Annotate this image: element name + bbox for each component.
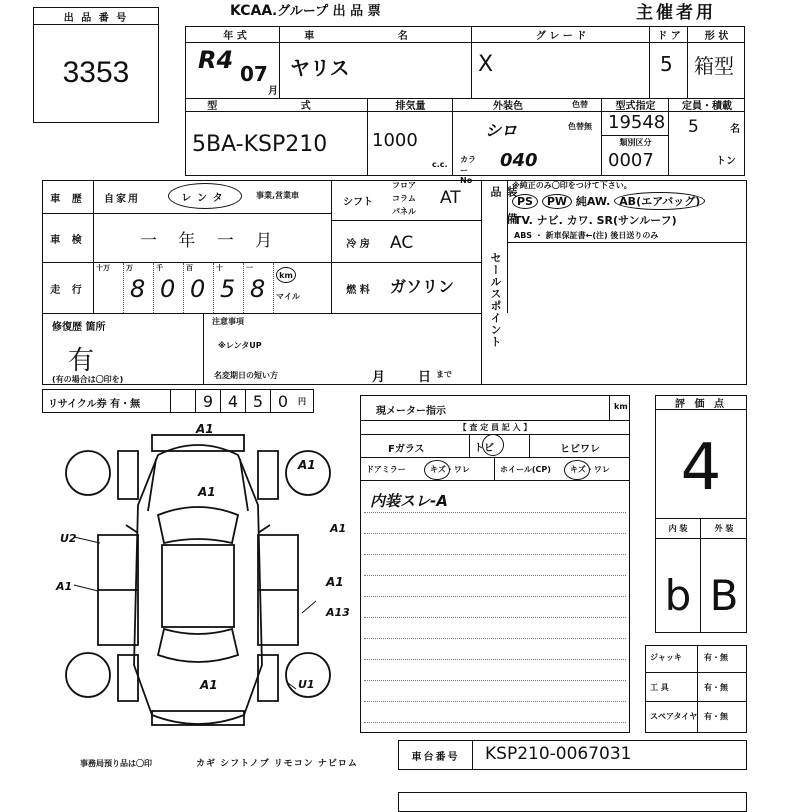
equipment-label: 装 備 品	[489, 186, 518, 230]
repair-note: (有の場合は〇印を)	[52, 375, 124, 384]
equip-ab: AB(エアバッグ)	[614, 192, 705, 210]
office-items: カギ シフトノブ リモコン ナビロム	[196, 759, 358, 769]
year-era: R4	[198, 46, 234, 74]
meter-label: 現メーター指示	[376, 406, 446, 417]
name-label: 車 名	[304, 31, 448, 42]
displacement-label: 排気量	[395, 101, 426, 112]
transfer-day: 日	[418, 370, 432, 385]
recycle-digit: 5	[245, 389, 270, 413]
color-change-label: 色替	[572, 100, 588, 109]
capacity-value: 5	[688, 117, 699, 137]
equip-aw: 純AW.	[575, 195, 611, 208]
office-items-label: 事務局預り品は〇印	[80, 759, 152, 768]
mileage-digit: 8	[130, 275, 146, 303]
recycle-digit: 0	[270, 389, 295, 413]
mileage-cell	[214, 263, 244, 313]
equipment-row3: ABS ・ 新車保証書←(注) 後日送りのみ	[514, 231, 659, 240]
chassis-value: KSP210-0067031	[485, 744, 632, 764]
type-no-value: 19548	[608, 112, 666, 133]
fglass-crack: ヒビワレ	[560, 444, 600, 455]
shift-panel: パネル	[392, 207, 416, 216]
mark-hood: A1	[198, 485, 216, 499]
mark-right-front-side: A1	[330, 522, 347, 535]
fglass-label: Fガラス	[388, 444, 425, 455]
inspector-title: 【 査 定 員 記 入 】	[458, 423, 532, 432]
mirror-label: ドアミラー	[366, 465, 406, 474]
doors-label: ド ア	[657, 31, 681, 42]
mileage-cell	[244, 263, 274, 313]
remark-line	[364, 722, 626, 723]
tool-jack-value: 有・無	[704, 653, 728, 662]
mark-left-rear: A1	[56, 580, 73, 593]
recycle-digit: 4	[220, 389, 245, 413]
remark-line	[364, 596, 626, 597]
tool-spare-value: 有・無	[704, 712, 728, 721]
class-no-label: 類別区分	[619, 138, 652, 147]
model-label: 型 式	[207, 101, 351, 112]
chassis-label: 車台番号	[411, 751, 460, 763]
cc-unit: c.c.	[432, 160, 448, 169]
mark-right-side: A1	[326, 575, 344, 589]
mileage-cell	[94, 263, 124, 313]
mileage-cell	[184, 263, 214, 313]
mileage-head: 十万	[96, 264, 110, 272]
doors-value: 5	[660, 52, 673, 76]
form-title	[230, 0, 381, 19]
transfer-label: 名変期日の短い方	[214, 371, 278, 380]
fglass-circle	[482, 434, 504, 456]
mark-rear: A1	[200, 678, 218, 692]
model-value: 5BA-KSP210	[192, 132, 328, 157]
history-label: 車 歴	[50, 193, 86, 205]
color-code: 040	[500, 150, 538, 171]
remark-line	[364, 617, 626, 618]
mileage-digit: 0	[160, 275, 176, 303]
body-label: 形 状	[704, 31, 729, 42]
interior-label: 内 装	[668, 524, 688, 533]
mileage-head: 一	[246, 264, 253, 272]
mark-left-mirror: U2	[60, 532, 77, 545]
shift-column: コラム	[392, 194, 416, 203]
month-unit: 月	[268, 86, 278, 97]
type-no-label: 型式指定	[615, 101, 656, 112]
year-label: 年 式	[223, 31, 247, 42]
fglass-chip: トビ	[474, 443, 494, 454]
tool-kit-label: 工 具	[650, 683, 669, 692]
grade-label: グ レ ー ド	[535, 31, 587, 42]
recycle-digit	[170, 389, 195, 413]
remark-line	[364, 659, 626, 660]
ac-label: 冷 房	[346, 239, 370, 250]
remark-line	[364, 533, 626, 534]
interior-grade: b	[664, 570, 692, 620]
equipment-note: ※純正のみ〇印をつけて下さい。	[512, 181, 632, 190]
displacement-value: 1000	[372, 130, 418, 151]
shift-floor: フロア	[392, 181, 416, 190]
history-rental: レンタ	[168, 183, 242, 209]
equipment-row2: TV. ナビ. カワ. SR(サンルーフ)	[514, 214, 677, 227]
fuel-label: 燃 料	[346, 284, 370, 296]
ac-value: AC	[390, 233, 414, 253]
tool-kit-value: 有・無	[704, 683, 728, 692]
repair-value: 有	[68, 346, 95, 376]
remark-line	[364, 701, 626, 702]
remark-line	[364, 575, 626, 576]
mileage-cell	[154, 263, 184, 313]
lot-box	[33, 7, 159, 123]
mileage-digit: 5	[220, 275, 236, 303]
wheel-circle	[564, 460, 590, 480]
mileage-head: 千	[156, 264, 163, 272]
ton-unit: トン	[716, 156, 736, 167]
grade-label: 評 価 点	[675, 398, 727, 410]
car-name: ヤリス	[290, 56, 350, 80]
mileage-label: 走 行	[50, 284, 86, 296]
unit-mile: マイル	[276, 292, 300, 301]
equip-ps: PS	[512, 194, 538, 209]
exterior-grade: B	[709, 570, 739, 620]
capacity-unit: 名	[730, 124, 740, 135]
sales-point-label: セールスポイント	[489, 252, 502, 348]
remark-line	[364, 512, 626, 513]
mark-right-rear: A13	[326, 606, 350, 619]
recycle-digit: 9	[195, 389, 220, 413]
mark-front-right: A1	[298, 458, 316, 472]
body-value: 箱型	[694, 54, 734, 78]
mirror-opts: キズ・ワレ	[430, 465, 470, 474]
mileage-head: 十	[216, 264, 223, 272]
mileage-digit: 0	[190, 275, 206, 303]
recycle-unit: 円	[298, 397, 306, 406]
shift-label: シフト	[343, 196, 373, 208]
mirror-circle	[424, 460, 450, 480]
inspection-label: 車 検	[50, 234, 86, 246]
lot-label: 出 品 番 号	[34, 8, 158, 25]
mileage-digit: 8	[250, 275, 266, 303]
transfer-month: 月	[372, 370, 386, 385]
grade-overall: 4	[680, 430, 722, 505]
inspection-value: 一 年 一 月	[140, 231, 281, 251]
remark-line	[364, 554, 626, 555]
mark-right-rear-low: U1	[298, 678, 315, 691]
color-change-none-label: 色替無	[568, 122, 592, 131]
form-title-text: .グループ 出 品 票	[272, 4, 381, 19]
class-no-value: 0007	[608, 150, 654, 171]
mileage-grid	[94, 263, 274, 313]
transfer-suffix: まで	[436, 370, 452, 379]
remark-line	[364, 680, 626, 681]
remark-line	[364, 638, 626, 639]
mileage-head: 万	[126, 264, 133, 272]
year-month: 07	[240, 62, 268, 86]
equip-pw: PW	[542, 194, 572, 209]
color-code-label: カラー No	[460, 155, 476, 185]
recycle-grid	[170, 389, 296, 413]
history-private: 自家用	[104, 194, 140, 205]
wheel-opts: キズ・ワレ	[570, 465, 610, 474]
color-label: 外装色	[493, 101, 523, 112]
unit-km: km	[276, 267, 296, 283]
inspector-remark: 内装スレ-A	[370, 492, 448, 510]
mileage-head: 百	[186, 264, 193, 272]
shift-value: AT	[440, 188, 461, 208]
mark-front-bumper: A1	[196, 422, 214, 436]
recycle-label: リサイクル券 有・無	[48, 399, 141, 410]
history-business: 事業,営業車	[256, 191, 300, 200]
meter-unit: km	[614, 402, 628, 411]
wheel-label: ホイール(CP)	[500, 465, 551, 474]
tool-jack-label: ジャッキ	[650, 653, 682, 662]
mileage-cell	[124, 263, 154, 313]
grade-value: X	[478, 52, 494, 77]
org-name: KCAA	[230, 3, 273, 19]
repair-label: 修復歴 箇所	[52, 322, 106, 333]
exterior-label: 外 装	[714, 524, 734, 533]
capacity-label: 定員・積載	[682, 101, 732, 112]
fuel-value: ガソリン	[390, 277, 455, 296]
color-value: シロ	[485, 121, 518, 140]
equipment-row1	[512, 192, 705, 210]
organizer-use: 主催者用	[636, 3, 716, 23]
notice-label: 注意事項	[212, 317, 244, 326]
lot-number: 3353	[62, 56, 130, 89]
notice-value: ※レンタUP	[218, 341, 262, 350]
tool-spare-label: スペアタイヤ	[650, 712, 698, 721]
